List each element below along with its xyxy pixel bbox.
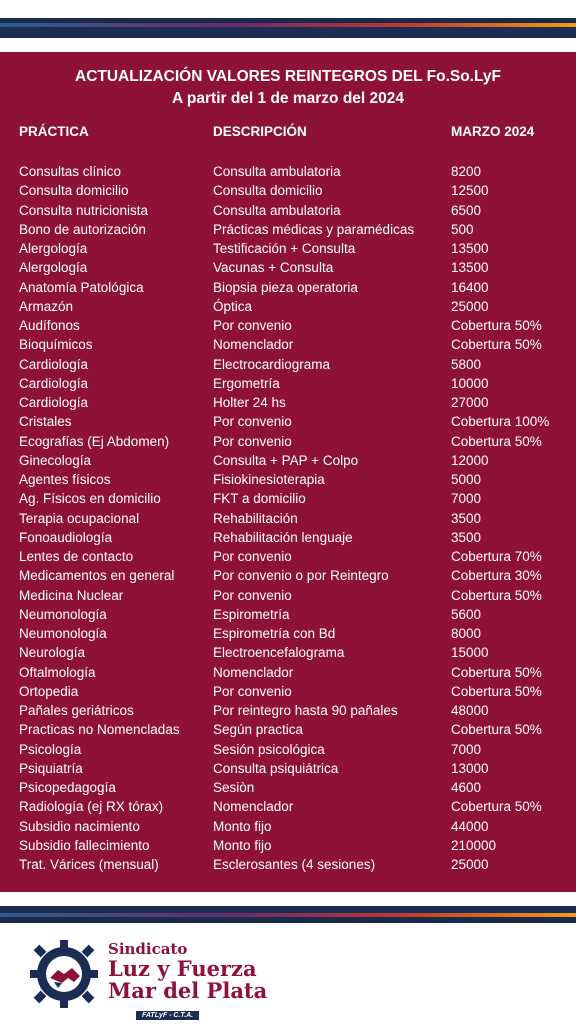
row-descripcion: Por convenio	[213, 683, 292, 699]
table-row	[0, 239, 576, 258]
row-practica: Pañales geriátricos	[19, 703, 134, 718]
row-descripcion: Por convenio	[213, 549, 292, 564]
row-descripcion: Vacunas + Consulta	[213, 260, 334, 276]
row-valor: 27000	[451, 395, 489, 410]
row-descripcion: Según practica	[213, 722, 304, 738]
row-practica: Medicamentos en general	[19, 568, 175, 584]
row-valor: 6500	[451, 202, 482, 218]
table-row	[0, 701, 576, 720]
table-row	[0, 412, 576, 431]
row-valor: 12500	[451, 183, 489, 199]
row-practica: Neumonología	[19, 606, 107, 622]
table-row	[0, 855, 576, 874]
row-descripcion: Esclerosantes (4 sesiones)	[213, 857, 376, 872]
row-valor: 16400	[451, 279, 489, 295]
row-descripcion: Espirometría	[213, 606, 290, 622]
row-descripcion: Por convenio	[213, 414, 292, 430]
row-valor: Cobertura 50%	[451, 433, 542, 449]
row-practica: Ecografías (Ej Abdomen)	[19, 433, 170, 449]
row-practica: Radiología (ej RX tórax)	[19, 799, 164, 815]
row-descripcion: Consulta psiquiátrica	[213, 760, 339, 776]
page-title	[0, 66, 576, 110]
row-descripcion: Consulta + PAP + Colpo	[213, 452, 359, 468]
row-valor: 5800	[451, 356, 482, 372]
logo-tag: FATLyF - C.T.A.	[136, 1011, 199, 1020]
row-practica: Neumonología	[19, 626, 107, 641]
row-valor: 3500	[451, 510, 482, 526]
row-valor: Cobertura 50%	[451, 337, 542, 353]
table-row	[0, 586, 576, 605]
table-row	[0, 663, 576, 682]
table-row	[0, 432, 576, 451]
row-descripcion: Por convenio	[213, 318, 292, 333]
row-valor: 25000	[451, 857, 489, 872]
row-valor: 13500	[451, 260, 489, 276]
row-descripcion: Consulta ambulatoria	[213, 202, 341, 218]
row-practica: Cardiología	[19, 375, 89, 391]
header-descripcion: DESCRIPCIÓN	[213, 124, 307, 139]
row-valor: 15000	[451, 645, 489, 661]
row-descripcion: Nomenclador	[213, 664, 294, 680]
row-valor: Cobertura 50%	[451, 799, 542, 815]
title-line-2: A partir del 1 de marzo del 2024	[171, 90, 404, 107]
top-decorative-stripes	[0, 0, 576, 42]
title-line-1: ACTUALIZACIÓN VALORES REINTEGROS DEL Fo.So.LyF	[75, 68, 501, 85]
row-practica: Psicopedagogía	[19, 780, 116, 795]
table-row	[0, 528, 576, 547]
row-practica: Lentes de contacto	[19, 549, 134, 564]
row-valor: Cobertura 50%	[451, 318, 542, 333]
row-practica: Cristales	[19, 414, 72, 430]
table-row	[0, 355, 576, 374]
row-valor: 500	[451, 221, 474, 237]
row-practica: Fonoaudiología	[19, 529, 113, 545]
row-practica: Oftalmología	[19, 664, 96, 680]
row-practica: Cardiología	[19, 356, 89, 372]
union-logo	[28, 938, 288, 1019]
row-valor: Cobertura 30%	[451, 568, 542, 584]
row-descripcion: Consulta ambulatoria	[213, 164, 341, 179]
row-valor: Cobertura 70%	[451, 549, 542, 564]
row-practica: Terapia ocupacional	[19, 510, 140, 526]
row-descripcion: Espirometría con Bd	[213, 626, 336, 641]
row-valor: 7000	[451, 491, 482, 507]
row-practica: Medicina Nuclear	[19, 587, 124, 603]
row-valor: 210000	[451, 837, 497, 853]
table-row	[0, 643, 576, 662]
logo-line-1: Sindicato	[108, 940, 188, 958]
table-row	[0, 759, 576, 778]
bottom-decorative-stripes	[0, 906, 576, 923]
row-valor: 13000	[451, 760, 489, 776]
row-practica: Practicas no Nomencladas	[19, 722, 180, 738]
table-row	[0, 374, 576, 393]
row-practica: Neurología	[19, 645, 86, 661]
row-descripcion: Sesiòn	[213, 780, 255, 795]
table-row	[0, 393, 576, 412]
row-practica: Cardiología	[19, 395, 89, 410]
table-row	[0, 605, 576, 624]
table-row	[0, 162, 576, 181]
row-practica: Consulta nutricionista	[19, 202, 149, 218]
table-row	[0, 258, 576, 277]
row-practica: Ginecología	[19, 452, 92, 468]
table-row	[0, 297, 576, 316]
gear-handshake-icon	[28, 938, 100, 1010]
table-row	[0, 624, 576, 643]
header-valor: MARZO 2024	[451, 124, 535, 139]
logo-line-2: Luz y Fuerza	[108, 956, 257, 981]
row-valor: Cobertura 50%	[451, 587, 542, 603]
row-descripcion: Óptica	[213, 298, 253, 314]
row-valor: 5600	[451, 606, 482, 622]
row-practica: Alergología	[19, 260, 88, 276]
row-descripcion: Por reintegro hasta 90 pañales	[213, 703, 398, 718]
row-practica: Psiquiatría	[19, 760, 83, 776]
row-valor: 8200	[451, 164, 482, 179]
header-practica: PRÁCTICA	[19, 124, 89, 139]
table-row	[0, 836, 576, 855]
row-descripcion: Holter 24 hs	[213, 395, 286, 410]
table-row	[0, 778, 576, 797]
row-valor: 7000	[451, 741, 482, 757]
row-descripcion: Ergometría	[213, 375, 280, 391]
row-descripcion: Rehabilitación	[213, 510, 298, 526]
table-row	[0, 566, 576, 585]
row-practica: Trat. Várices (mensual)	[19, 857, 159, 872]
row-descripcion: Por convenio	[213, 587, 292, 603]
row-valor: 3500	[451, 529, 482, 545]
table-row	[0, 489, 576, 508]
table-row	[0, 181, 576, 200]
row-descripcion: Fisiokinesioterapia	[213, 472, 325, 487]
table-row	[0, 797, 576, 816]
row-descripcion: Biopsia pieza operatoria	[213, 279, 358, 295]
table-row	[0, 201, 576, 220]
table-row	[0, 220, 576, 239]
row-valor: 8000	[451, 626, 482, 641]
row-descripcion: Electroencefalograma	[213, 645, 345, 661]
row-descripcion: Electrocardiograma	[213, 356, 331, 372]
row-practica: Bono de autorización	[19, 221, 146, 237]
table-row	[0, 335, 576, 354]
row-practica: Consultas clínico	[19, 164, 122, 179]
row-valor: 44000	[451, 818, 489, 834]
row-practica: Psicología	[19, 741, 82, 757]
row-practica: Subsidio fallecimiento	[19, 837, 150, 853]
row-practica: Ag. Físicos en domicilio	[19, 491, 161, 507]
row-valor: Cobertura 50%	[451, 683, 542, 699]
table-row	[0, 547, 576, 566]
table-row	[0, 509, 576, 528]
row-descripcion: Prácticas médicas y paramédicas	[213, 221, 415, 237]
row-practica: Subsidio nacimiento	[19, 818, 140, 834]
table-row	[0, 817, 576, 836]
table-row	[0, 278, 576, 297]
logo-text	[108, 940, 267, 1021]
row-practica: Agentes físicos	[19, 472, 111, 487]
table-body	[0, 162, 576, 874]
row-descripcion: Por convenio	[213, 433, 292, 449]
row-descripcion: Nomenclador	[213, 799, 294, 815]
row-descripcion: Monto fijo	[213, 837, 272, 853]
row-descripcion: Testificación + Consulta	[213, 241, 356, 256]
logo-line-3: Mar del Plata	[108, 978, 268, 1003]
row-valor: 25000	[451, 298, 489, 314]
row-valor: 4600	[451, 780, 482, 795]
table-row	[0, 682, 576, 701]
row-descripcion: FKT a domicilio	[213, 491, 306, 507]
table-row	[0, 451, 576, 470]
row-descripcion: Monto fijo	[213, 818, 272, 834]
row-practica: Ortopedia	[19, 683, 79, 699]
row-descripcion: Rehabilitación lenguaje	[213, 529, 353, 545]
row-valor: Cobertura 50%	[451, 722, 542, 738]
table-row	[0, 740, 576, 759]
row-descripcion: Por convenio o por Reintegro	[213, 568, 389, 584]
row-valor: 10000	[451, 375, 489, 391]
row-practica: Armazón	[19, 298, 74, 314]
row-valor: Cobertura 100%	[451, 414, 550, 430]
row-valor: 13500	[451, 241, 489, 256]
row-descripcion: Sesión psicológica	[213, 741, 325, 757]
table-row	[0, 470, 576, 489]
reimbursement-table-panel	[0, 52, 576, 892]
row-practica: Consulta domicilio	[19, 183, 129, 199]
row-valor: 48000	[451, 703, 489, 718]
row-practica: Bioquímicos	[19, 337, 93, 353]
row-practica: Audífonos	[19, 318, 80, 333]
row-valor: 12000	[451, 452, 489, 468]
row-descripcion: Nomenclador	[213, 337, 294, 353]
table-row	[0, 316, 576, 335]
row-valor: Cobertura 50%	[451, 664, 542, 680]
row-valor: 5000	[451, 472, 482, 487]
row-practica: Anatomía Patológica	[19, 279, 144, 295]
table-row	[0, 720, 576, 739]
row-descripcion: Consulta domicilio	[213, 183, 323, 199]
row-practica: Alergología	[19, 241, 88, 256]
